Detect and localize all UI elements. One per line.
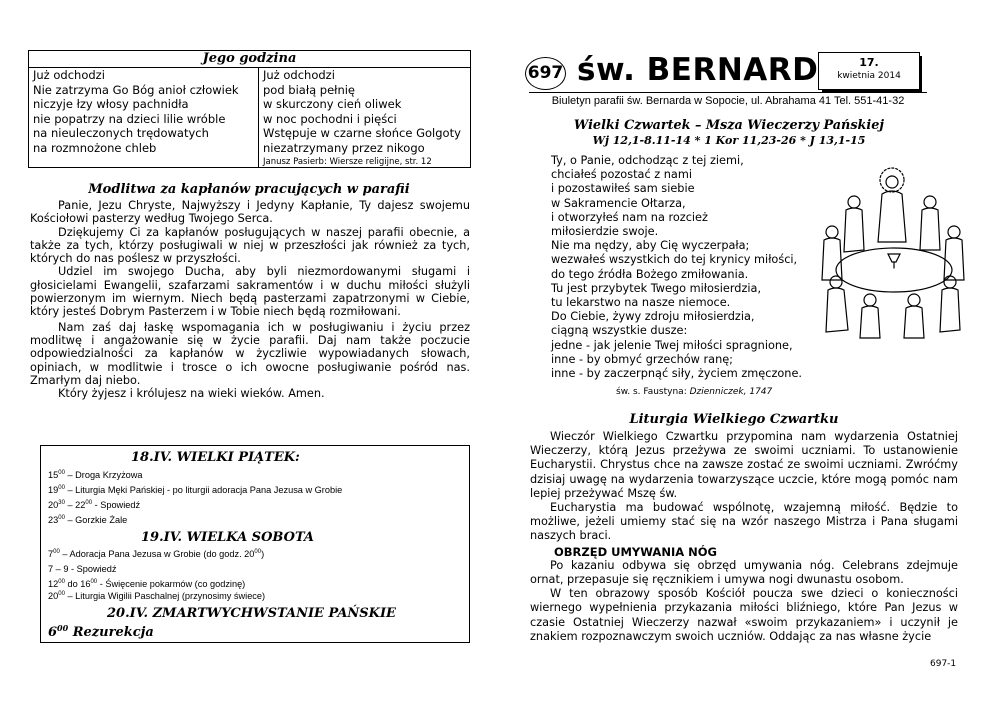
- liturgy-paragraph: Po kazaniu odbywa się obrzęd umywania nóg. Celebrans zdejmuje ornat, przepasuje się ręcznikiem i umywa nogi dwunastu osobom.: [530, 558, 958, 587]
- hymn-text: [551, 154, 851, 381]
- liturgy-text: [530, 430, 958, 644]
- schedule-item: $19^{00}$ – Liturgia Męki Pańskiej - po liturgii adoracja Pana Jezusa w Grobie: [48, 485, 343, 495]
- hymn-line: tu lekarstwo na nasze niemoce.: [551, 296, 731, 310]
- poem-line: Nie zatrzyma Go Bóg anioł człowiek: [33, 82, 239, 97]
- liturgy-paragraph: Wieczór Wielkiego Czwartku przypomina nam wydarzenia Ostatniej Wieczerzy, którą Jezus przeżywa ze swoimi uczniami. To ustanowienie Eucharystii. Chrystus chce na zawsze zostać ze swoimi uczniami. Zwróćmy dzisiaj uwagę na wydarzenia towarzyszące uczcie, które mogą pomóc nam lepiej przeżywać Mszę św.: [530, 430, 958, 500]
- last-supper-illustration: [814, 150, 974, 340]
- poem-line: niczyje łzy włosy pachnidła: [33, 97, 189, 112]
- hymn-line: jedne - jak jelenie Twej miłości spragnione,: [551, 338, 793, 352]
- section-subheading: OBRZĘD UMYWANIA NÓG: [554, 544, 717, 559]
- newsletter-title: św. BERNARD: [577, 52, 819, 88]
- poem-line: Już odchodzi: [33, 68, 105, 82]
- schedule-item: $15^{00}$ – Droga Krzyżowa: [48, 470, 143, 480]
- poem-line: w skurczony cień oliwek: [263, 97, 402, 112]
- poem-credit: Janusz Pasierb: Wiersze religijne, str. 12: [263, 156, 432, 167]
- mass-title: Wielki Czwartek – Msza Wieczerzy Pańskiej: [573, 118, 885, 133]
- poem-line: Już odchodzi: [263, 68, 335, 82]
- page-number: 697-1: [930, 659, 957, 669]
- prayer-paragraph: Panie, Jezu Chryste, Najwyższy i Jedyny Kapłanie, Ty dajesz swojemu Kościołowi pasterzy według Twojego Serca.: [30, 199, 470, 226]
- schedule-item: 7 – 9 - Spowiedź: [48, 564, 117, 574]
- hymn-line: w Sakramencie Ołtarza,: [551, 196, 686, 210]
- prayer-paragraph: Udziel im swojego Ducha, aby byli niezmordowanymi sługami i głosicielami Ewangelii, szafarzami sakramentów i w duchu miłości służyli powierzonym im wiernym. Niech będą pasterzami zapatrzonymi w Ciebie, który jesteś Dobrym Pasterzem i w Tobie niech będą rozmiłowani.: [30, 265, 470, 319]
- hymn-line: wezwałeś wszystkich do tej krynicy miłości,: [551, 253, 798, 267]
- liturgy-title: Liturgia Wielkiego Czwartku: [629, 412, 839, 427]
- resurrection-line: $6^{00}$ Rezurekcja: [48, 623, 154, 640]
- date-box: [818, 52, 920, 90]
- hymn-line: miłosierdzie swoje.: [551, 225, 659, 239]
- poem-box: [28, 50, 471, 168]
- hymn-credit: św. s. Faustyna: Dzienniczek, 1747: [616, 387, 773, 397]
- prayer-paragraph: Nam zaś daj łaskę wspomagania ich w posługiwaniu i życiu przez modlitwę i angażowanie się w życie parafii. Daj nam także poczucie odpowiedzialności za kapłanów w życzliwie wypowiadanych słowach, opiniach, w modlitwie i trosce o ich owocne posługiwanie pośród nas. Zmarłym daj niebo.: [30, 320, 470, 387]
- hymn-line: i pozostawiłeś sam siebie: [551, 182, 695, 196]
- hymn-line: i otworzyłeś nam na rozcież: [551, 210, 708, 224]
- poem-line: Wstępuje w czarne słońce Golgoty: [263, 126, 461, 141]
- hymn-line: Do Ciebie, żywy zdroju miłosierdzia,: [551, 310, 755, 324]
- poem-line: nie popatrzy na dzieci lilie wróble: [33, 111, 226, 126]
- schedule-item: $20^{30} - 22^{00}$ - Spowiedź: [48, 500, 141, 510]
- hymn-line: Ty, o Panie, odchodząc z tej ziemi,: [551, 154, 744, 167]
- hymn-line: Nie ma nędzy, aby Cię wyczerpała;: [551, 239, 750, 253]
- newsletter-subtitle: Biuletyn parafii św. Bernarda w Sopocie, ul. Abrahama 41 Tel. 551-41-32: [529, 92, 927, 107]
- issue-number-badge: 697: [525, 57, 566, 90]
- scripture-references: Wj 12,1-8.11-14 * 1 Kor 11,23-26 * J 13,1-15: [592, 134, 866, 147]
- hymn-line: Tu jest przybytek Twego miłosierdzia,: [551, 281, 762, 295]
- hymn-line: ciągną wszystkie dusze:: [551, 324, 688, 338]
- poem-line: w noc pochodni i pięści: [263, 111, 397, 126]
- hymn-line: inne - by obmyć grzechów ranę;: [551, 352, 733, 366]
- poem-line: na nieuleczonych trędowatych: [33, 126, 209, 141]
- poem-line: na rozmnożone chleb: [33, 140, 157, 155]
- poem-right-column: [258, 68, 473, 167]
- hymn-line: chciałeś pozostać z nami: [551, 168, 692, 182]
- prayer-text: [30, 199, 470, 400]
- sunday-heading: 20.IV. ZMARTWYCHWSTANIE PAŃSKIE: [107, 606, 396, 621]
- hymn-line: do tego źródła Bożego zmiłowania.: [551, 267, 749, 281]
- poem-title: Jego godzina: [29, 51, 470, 68]
- hymn-line: inne - by zaczerpnąć siły, życiem zmęczone.: [551, 367, 803, 381]
- prayer-paragraph: Który żyjesz i królujesz na wieki wieków. Amen.: [58, 387, 325, 401]
- date-day: 17.: [859, 56, 879, 69]
- date-month-year: kwietnia 2014: [837, 71, 901, 81]
- liturgy-paragraph: W ten obrazowy sposób Kościół poucza swe dzieci o konieczności wiernego wypełnienia przykazania miłości bliźniego, które Pan Jezus w czasie Ostatniej Wieczerzy nazwał «swoim przykazaniem» i uczynił je znakiem rozpoznawczym swoich uczniów. Oddając za nas własne życie: [530, 587, 958, 643]
- schedule-item: $7^{00}$ – Adoracja Pana Jezusa w Grobie (do godz. $20^{00}$): [48, 549, 265, 559]
- poem-line: pod białą pełnię: [263, 82, 356, 97]
- schedule-item: $20^{00}$ – Liturgia Wigilii Paschalnej (przynosimy świece): [48, 591, 266, 601]
- schedule-box: [40, 445, 470, 643]
- poem-left-column: [33, 68, 249, 156]
- liturgy-paragraph: Eucharystia ma budować wspólnotę, wzajemną miłość. Będzie to możliwe, jeżeli umiemy stać się na wzór naszego Mistrza i Pana sługami naszych braci.: [530, 501, 958, 543]
- friday-heading: 18.IV. WIELKI PIĄTEK:: [131, 450, 300, 465]
- prayer-paragraph: Dziękujemy Ci za kapłanów posługujących w naszej parafii obecnie, a także za tych, którzy posługiwali w niej w przeszłości jak również za tych, których do nas poślesz w przyszłości.: [30, 225, 470, 266]
- poem-line: niezatrzymany przez nikogo: [263, 140, 425, 155]
- saturday-heading: 19.IV. WIELKA SOBOTA: [141, 530, 314, 545]
- schedule-item: $12^{00}$ do $16^{00}$ - Święcenie pokarmów (co godzinę): [48, 579, 246, 589]
- prayer-title: Modlitwa za kapłanów pracujących w parafii: [88, 182, 410, 197]
- schedule-item: $23^{00}$ – Gorzkie Żale: [48, 515, 128, 525]
